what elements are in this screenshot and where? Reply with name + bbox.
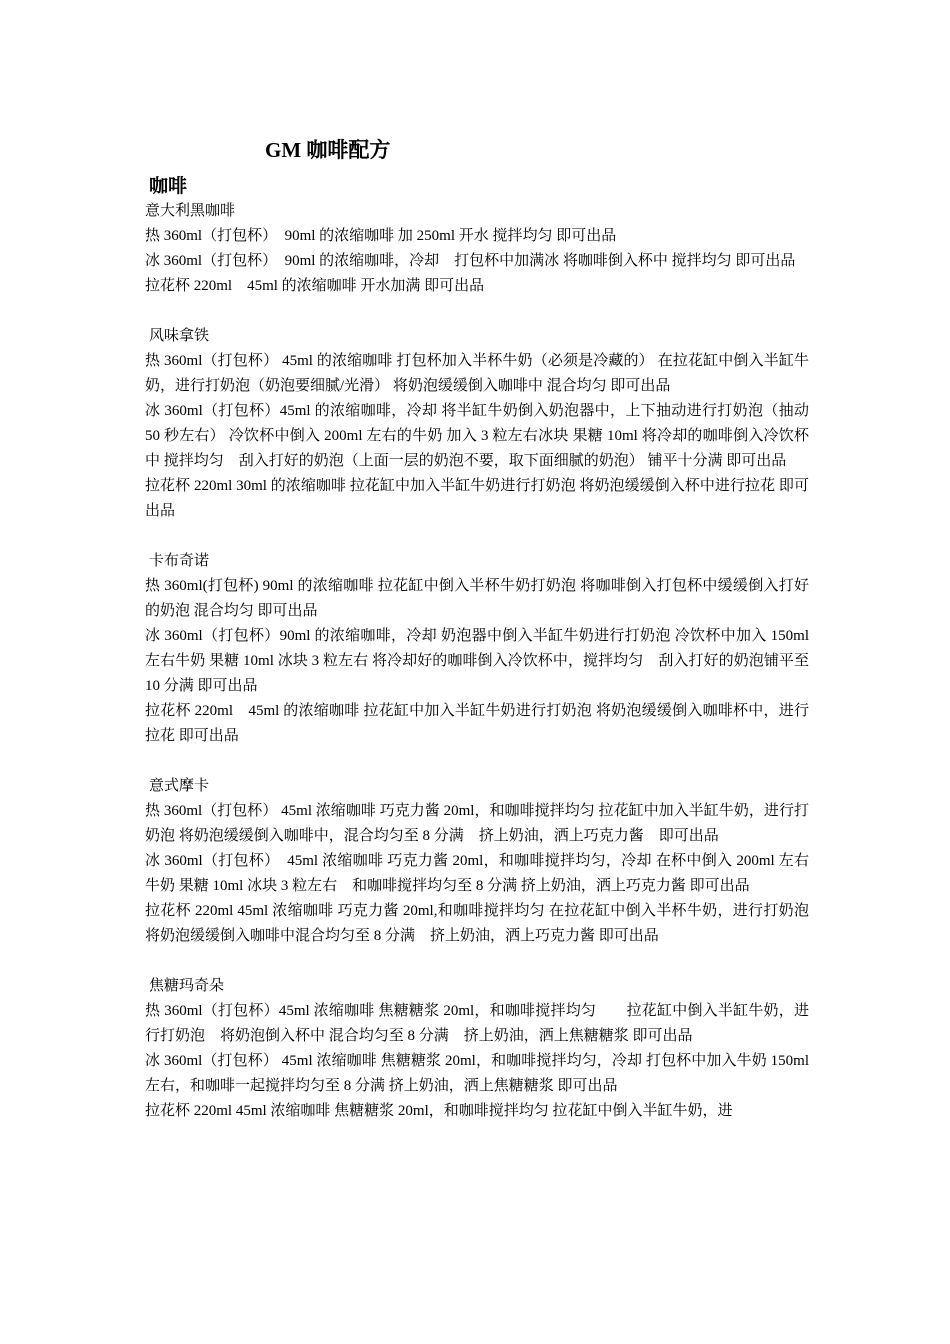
recipe-variant-hot: 热 360ml（打包杯） 45ml 的浓缩咖啡 打包杯加入半杯牛奶（必须是冷藏的） 在拉花缸中倒入半缸牛奶，进行打奶泡（奶泡要细腻/光滑） 将奶泡缓缓倒入咖啡中 混合均匀 即可出品 (145, 353, 809, 394)
recipe-variant-hot: 热 360ml（打包杯）45ml 浓缩咖啡 焦糖糖浆 20ml，和咖啡搅拌均匀 拉花缸中倒入半缸牛奶，进行打奶泡 将奶泡倒入杯中 混合均匀至 8 分满 挤上奶油，洒上焦糖糖浆 即可出品 (145, 1003, 809, 1044)
recipe-list (145, 199, 825, 1149)
recipe-variant-iced: 冰 360ml（打包杯）90ml 的浓缩咖啡，冷却 奶泡器中倒入半缸牛奶进行打奶泡 冷饮杯中加入 150ml 左右牛奶 果糖 10ml 冰块 3 粒左右 将冷却好的咖啡倒入冷饮杯中，搅拌均匀 刮入打好的奶泡铺平至 10 分满 即可出品 (145, 628, 809, 694)
recipe-mocha (145, 774, 825, 949)
recipe-name: 意式摩卡 (149, 778, 210, 794)
recipe-flavored-latte (145, 324, 809, 524)
recipe-variant-latte-art: 拉花杯 220ml 45ml 的浓缩咖啡 开水加满 即可出品 (145, 278, 485, 294)
recipe-caramel-macchiato (145, 974, 809, 1124)
recipe-variant-hot: 热 360ml（打包杯） 90ml 的浓缩咖啡 加 250ml 开水 搅拌均匀 即可出品 (145, 228, 617, 244)
recipe-variant-latte-art: 拉花杯 220ml 45ml 的浓缩咖啡 拉花缸中加入半缸牛奶进行打奶泡 将奶泡缓缓倒入咖啡杯中，进行拉花 即可出品 (145, 703, 809, 744)
recipe-cappuccino (145, 549, 809, 749)
recipe-espresso-americano (145, 199, 809, 299)
recipe-name: 风味拿铁 (149, 328, 210, 344)
page-title: GM 咖啡配方 (265, 138, 391, 162)
recipe-variant-hot: 热 360ml（打包杯） 45ml 浓缩咖啡 巧克力酱 20ml，和咖啡搅拌均匀 拉花缸中加入半缸牛奶，进行打奶泡 将奶泡缓缓倒入咖啡中，混合均匀至 8 分满 挤上奶油，洒上巧克力酱 即可出品 (145, 803, 809, 844)
recipe-variant-iced: 冰 360ml（打包杯） 45ml 浓缩咖啡 焦糖糖浆 20ml，和咖啡搅拌均匀，冷却 打包杯中加入牛奶 150ml 左右，和咖啡一起搅拌均匀至 8 分满 挤上奶油，洒上焦糖糖浆 即可出品 (145, 1053, 809, 1094)
recipe-name: 意大利黑咖啡 (145, 203, 236, 219)
recipe-variant-hot: 热 360ml(打包杯) 90ml 的浓缩咖啡 拉花缸中倒入半杯牛奶打奶泡 将咖啡倒入打包杯中缓缓倒入打好的奶泡 混合均匀 即可出品 (145, 578, 809, 619)
recipe-variant-latte-art: 拉花杯 220ml 45ml 浓缩咖啡 巧克力酱 20ml,和咖啡搅拌均匀 在拉花缸中倒入半杯牛奶，进行打奶泡 将奶泡缓缓倒入咖啡中混合均匀至 8 分满 挤上奶油，洒上巧克力酱 即可出品 (145, 903, 825, 944)
recipe-variant-iced: 冰 360ml（打包杯）45ml 的浓缩咖啡，冷却 将半缸牛奶倒入奶泡器中，上下抽动进行打奶泡（抽动 50 秒左右） 冷饮杯中倒入 200ml 左右的牛奶 加入 3 粒左右冰块 果糖 10ml 将冷却的咖啡倒入冷饮杯中 搅拌均匀 刮入打好的奶泡（上面一层的奶泡不要，取下面细腻的奶泡） 铺平十分满 即可出品 (145, 403, 809, 469)
recipe-name: 卡布奇诺 (149, 553, 210, 569)
recipe-variant-iced: 冰 360ml（打包杯） 90ml 的浓缩咖啡，冷却 打包杯中加满冰 将咖啡倒入杯中 搅拌均匀 即可出品 (145, 253, 796, 269)
recipe-name: 焦糖玛奇朵 (149, 978, 225, 994)
recipe-variant-latte-art: 拉花杯 220ml 45ml 浓缩咖啡 焦糖糖浆 20ml，和咖啡搅拌均匀 拉花缸中倒入半缸牛奶，进 (145, 1103, 733, 1119)
section-heading: 咖啡 (149, 176, 188, 197)
recipe-variant-iced: 冰 360ml（打包杯） 45ml 浓缩咖啡 巧克力酱 20ml，和咖啡搅拌均匀，冷却 在杯中倒入 200ml 左右牛奶 果糖 10ml 冰块 3 粒左右 和咖啡搅拌均匀至 8 分满 挤上奶油，洒上巧克力酱 即可出品 (145, 853, 809, 894)
recipe-variant-latte-art: 拉花杯 220ml 30ml 的浓缩咖啡 拉花缸中加入半缸牛奶进行打奶泡 将奶泡缓缓倒入杯中进行拉花 即可出品 (145, 478, 809, 519)
